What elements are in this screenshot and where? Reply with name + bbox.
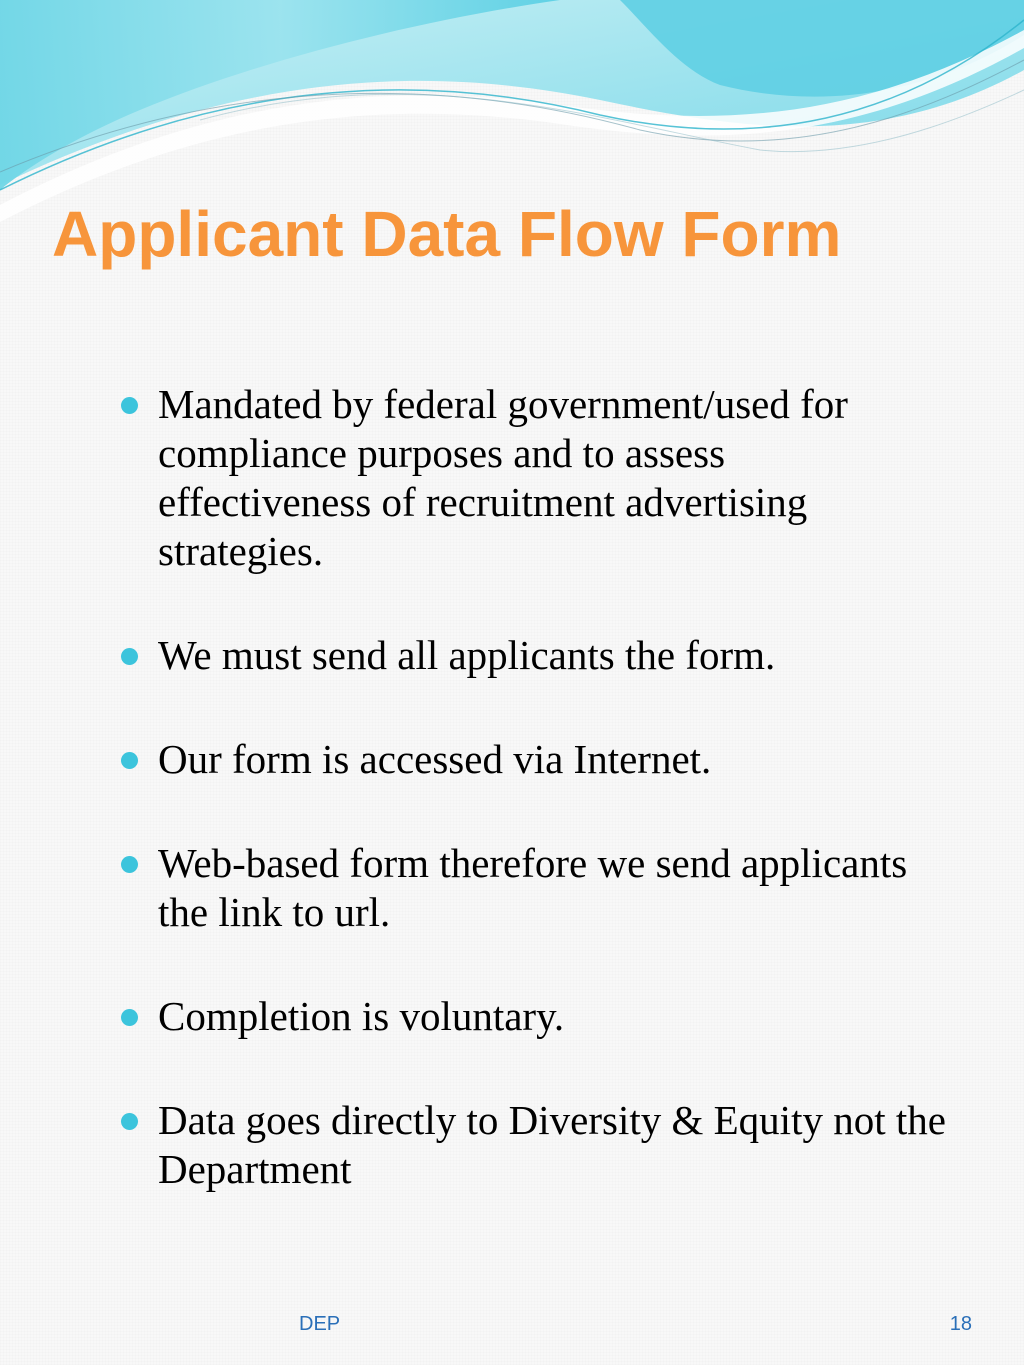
footer-label: DEP [299,1313,341,1335]
list-item [118,1096,948,1194]
bullet-dot-icon [121,648,138,665]
slide-title: Applicant Data Flow Form [52,198,842,270]
bullet-list [118,380,948,1249]
bullet-dot-icon [121,752,138,769]
bullet-dot-icon [121,1009,138,1026]
bullet-text: Data goes directly to Diversity & Equity not the Department [158,1097,946,1192]
list-item [118,380,948,576]
list-item [118,631,948,680]
list-item [118,992,948,1041]
bullet-text: Our form is accessed via Internet. [158,736,712,782]
bullet-text: Completion is voluntary. [158,993,565,1039]
bullet-dot-icon [121,856,138,873]
bullet-text: Mandated by federal government/used for compliance purposes and to assess effectiveness of recruitment advertising strategies. [158,381,848,574]
list-item [118,839,948,937]
bullet-text: Web-based form therefore we send applicants the link to url. [158,840,908,935]
list-item [118,735,948,784]
page-number: 18 [949,1313,972,1335]
bullet-dot-icon [121,1113,138,1130]
bullet-text: We must send all applicants the form. [158,632,776,678]
bullet-dot-icon [121,397,138,414]
